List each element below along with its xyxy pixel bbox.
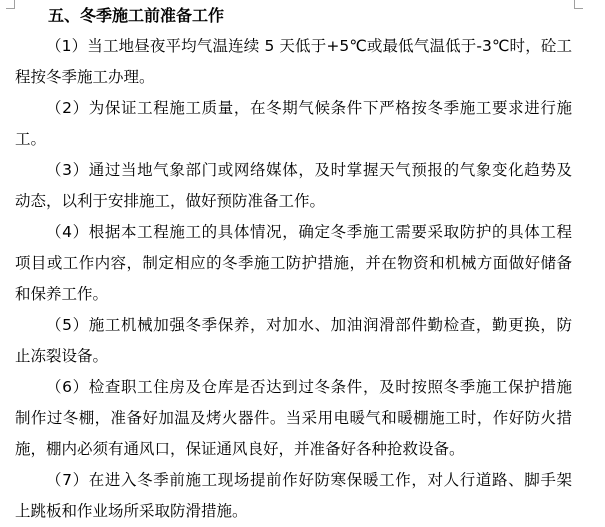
paragraph-1 (15, 31, 572, 93)
paragraph-line: （4）根据本工程施工的具体情况，确定冬季施工需要采取防护的具体工程 (46, 223, 572, 241)
paragraph-4 (15, 217, 572, 310)
paragraph-line: 动态，以利于安排施工，做好预防准备工作。 (15, 192, 326, 210)
crop-mark-top-left (6, 8, 15, 9)
crop-mark-top-right (574, 0, 575, 8)
document-page (15, 0, 572, 527)
paragraph-line: （6）检查职工住房及仓库是否达到过冬条件，及时按照冬季施工保护措施 (46, 378, 572, 396)
paragraph-5 (15, 310, 572, 372)
paragraph-3 (15, 155, 572, 217)
paragraph-line: 止冻裂设备。 (15, 347, 109, 365)
paragraph-line: 项目或工作内容，制定相应的冬季施工防护措施，并在物资和机械方面做好储备 (15, 254, 572, 272)
paragraph-line: （3）通过当地气象部门或网络媒体，及时掌握天气预报的气象变化趋势及 (46, 161, 572, 179)
paragraph-line: （2）为保证工程施工质量，在冬期气候条件下严格按冬季施工要求进行施 (46, 99, 572, 117)
paragraph-line: 施，棚内必须有通风口，保证通风良好，并准备好各种抢救设备。 (15, 440, 465, 458)
section-heading: 五、冬季施工前准备工作 (48, 6, 225, 25)
crop-mark-top-right (574, 8, 583, 9)
paragraph-line: （7）在进入冬季前施工现场提前作好防寒保暖工作，对人行道路、脚手架 (46, 471, 572, 489)
paragraph-6 (15, 372, 572, 465)
paragraph-line: 制作过冬棚，准备好加温及烤火器件。当采用电暖气和暖棚施工时，作好防火措 (15, 409, 572, 427)
paragraph-line: 和保养工作。 (15, 285, 109, 303)
paragraph-line: 上跳板和作业场所采取防滑措施。 (15, 502, 248, 520)
paragraph-line: （5）施工机械加强冬季保养，对加水、加油润滑部件勤检查，勤更换，防 (46, 316, 572, 334)
paragraph-7 (15, 465, 572, 527)
paragraph-line: （1）当工地昼夜平均气温连续 5 天低于+5℃或最低气温低于-3℃时，砼工 (46, 37, 572, 55)
paragraph-2 (15, 93, 572, 155)
paragraph-line: 程按冬季施工办理。 (15, 68, 155, 86)
paragraph-line: 工。 (15, 130, 47, 148)
